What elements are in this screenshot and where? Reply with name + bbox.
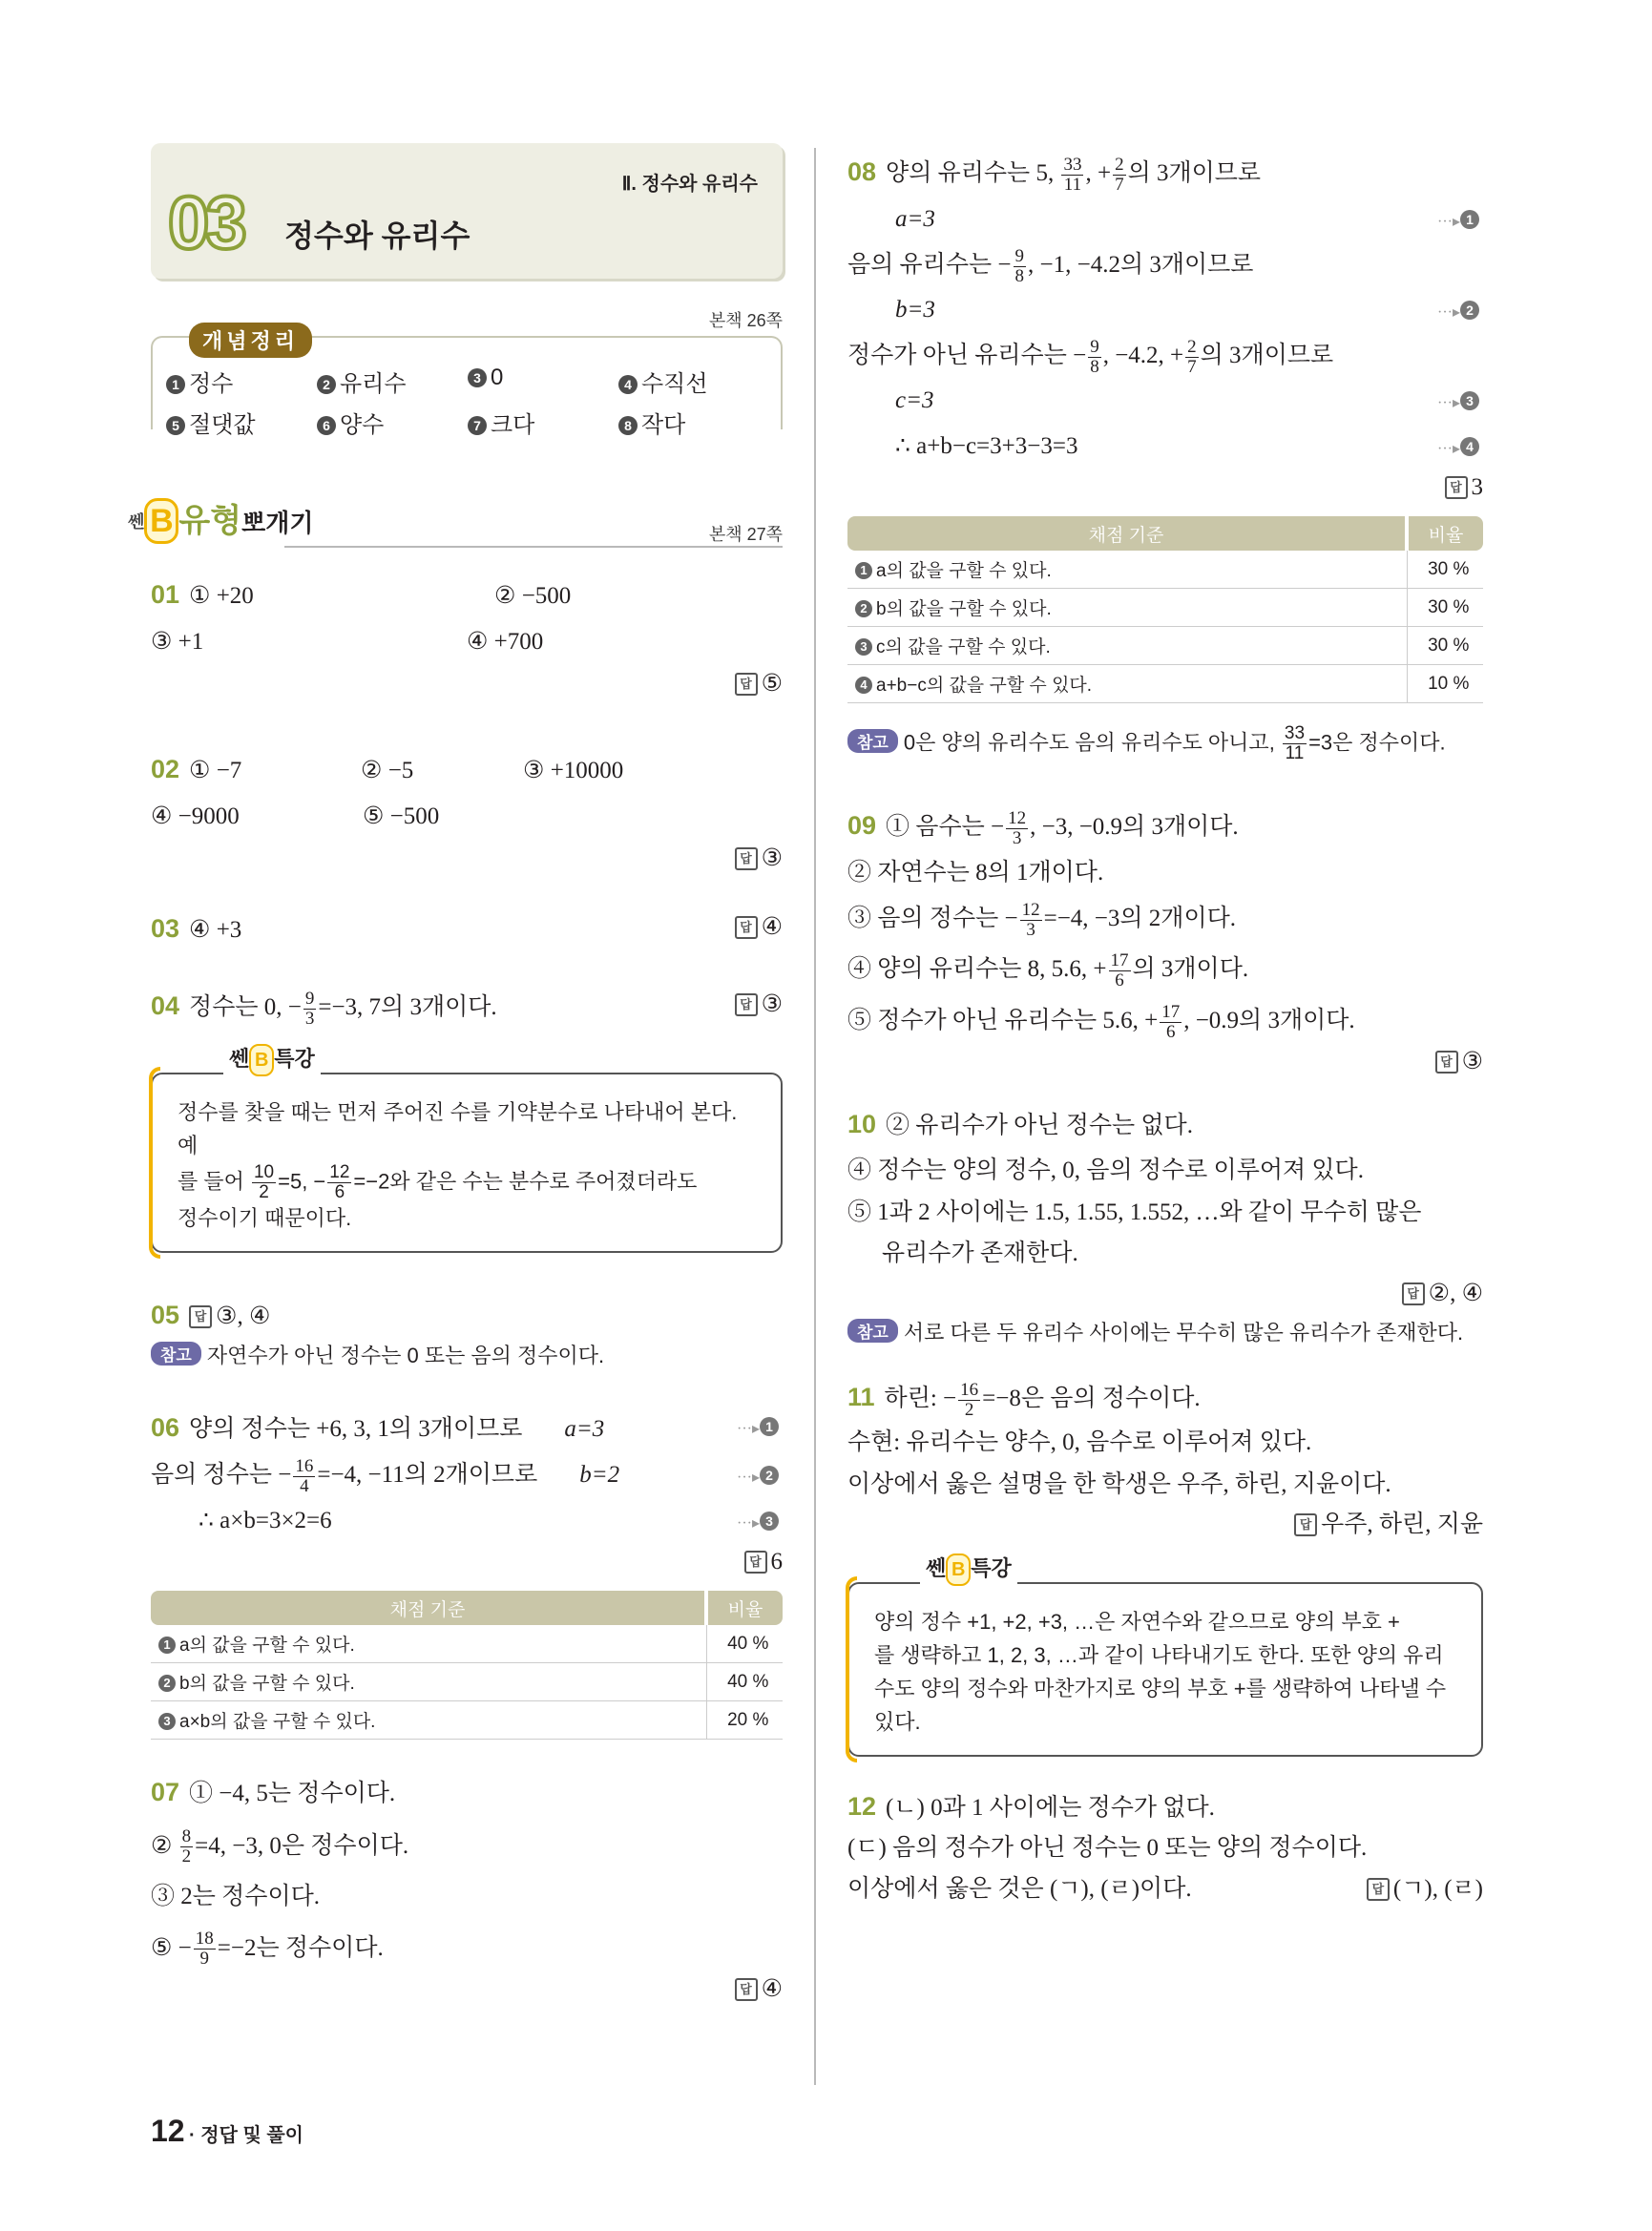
concept-item bbox=[317, 406, 468, 439]
text-span: 답 bbox=[735, 1978, 758, 2001]
text-span: 서로 다른 두 유리수 사이에는 무수히 많은 유리수가 존재한다. bbox=[903, 1321, 1464, 1345]
concept-item bbox=[618, 365, 769, 398]
text-span: 2 bbox=[181, 1846, 192, 1867]
text-span: 정수를 찾을 때는 먼저 주어진 수를 기약분수로 나타내어 본다. 예 bbox=[178, 1100, 738, 1158]
text-span: 11 bbox=[1285, 743, 1305, 764]
text-span: 20 % bbox=[706, 1701, 783, 1740]
number-marker-icon: 3 bbox=[1460, 391, 1479, 410]
text-span: 자연수가 아닌 정수는 0 또는 음의 정수이다. bbox=[206, 1343, 605, 1367]
text-span: ⑤ − bbox=[151, 1934, 192, 1961]
fraction bbox=[180, 1827, 194, 1866]
arrow-icon: ···▸ bbox=[1436, 440, 1460, 457]
answer bbox=[151, 840, 783, 878]
type-section-header bbox=[128, 494, 783, 552]
page-number: 12 bbox=[151, 2114, 185, 2148]
answer bbox=[847, 1506, 1483, 1544]
answer bbox=[847, 1043, 1483, 1081]
text-span: 8 bbox=[181, 1826, 192, 1847]
text-span: 참고 bbox=[847, 729, 898, 753]
number-marker-icon: 1 bbox=[1460, 210, 1479, 229]
text-span: ① −7 bbox=[189, 757, 242, 783]
text-span: 6 bbox=[334, 1181, 345, 1202]
text-span: b의 값을 구할 수 있다. bbox=[179, 1674, 355, 1695]
chapter-title: 정수와 유리수 bbox=[284, 219, 471, 253]
left-column bbox=[128, 143, 783, 2009]
text-span: 답 bbox=[735, 847, 758, 870]
text-span: 6 bbox=[317, 416, 336, 435]
text-span: ③ +10000 bbox=[523, 757, 624, 783]
text-span: 18 bbox=[195, 1929, 214, 1950]
text-span: 답 bbox=[1445, 476, 1468, 499]
text-span: ∴ a+b−c=3+3−3=3 bbox=[895, 432, 1078, 459]
text-span: 특강 bbox=[971, 1555, 1012, 1580]
text-span: 33 bbox=[1063, 154, 1082, 175]
arrow-icon: ···▸ bbox=[736, 1420, 760, 1437]
text-span: 3 bbox=[468, 368, 487, 387]
text-span: ① +20 bbox=[189, 583, 254, 609]
text-span: B bbox=[144, 498, 178, 544]
decoration bbox=[737, 1452, 783, 1498]
text-span: ③, ④ bbox=[216, 1303, 271, 1329]
decoration bbox=[1437, 424, 1483, 469]
text-span: ④ bbox=[761, 913, 783, 940]
text-span: ③ 2는 정수이다. bbox=[151, 1884, 321, 1910]
text-span: 특강 bbox=[274, 1047, 315, 1072]
fraction bbox=[293, 1457, 315, 1496]
text-span: 답 bbox=[744, 1551, 767, 1574]
text-span: 7 bbox=[1115, 174, 1124, 195]
text-span: 작다 bbox=[641, 412, 686, 438]
problem-01 bbox=[151, 571, 783, 703]
fraction bbox=[1061, 156, 1083, 195]
text-span: 30 % bbox=[1407, 551, 1483, 589]
text-span: =−2는 정수이다. bbox=[217, 1934, 384, 1961]
text-span: 의 3개이다. bbox=[1132, 956, 1249, 983]
text-span: 0 bbox=[491, 365, 504, 390]
text-span: 10 bbox=[253, 1161, 275, 1182]
text-span: 쎈 bbox=[926, 1555, 947, 1580]
text-span: 답 bbox=[735, 673, 758, 696]
text-span: 06 bbox=[151, 1412, 180, 1442]
text-span: 2 bbox=[855, 600, 872, 617]
text-span: 정수가 아닌 유리수는 − bbox=[847, 342, 1087, 368]
table-row bbox=[847, 665, 1483, 703]
text-span: 의 3개이므로 bbox=[1127, 160, 1262, 186]
fraction bbox=[1185, 338, 1199, 377]
text-span: 0은 양의 유리수도 음의 유리수도 아니고, bbox=[903, 730, 1281, 755]
text-span: 1 bbox=[158, 1637, 176, 1654]
text-span: ⑤ bbox=[761, 670, 783, 697]
text-span: 2 bbox=[158, 1675, 176, 1692]
grading-table-08 bbox=[847, 516, 1483, 703]
text-span: 3 bbox=[158, 1713, 176, 1730]
problem-10 bbox=[847, 1100, 1483, 1346]
decoration bbox=[1367, 1869, 1483, 1910]
fraction bbox=[327, 1163, 351, 1202]
text-span: 11 bbox=[1063, 174, 1082, 195]
decoration bbox=[735, 982, 783, 1028]
text-span: a의 값을 구할 수 있다. bbox=[179, 1636, 355, 1657]
text-span: 절댓값 bbox=[189, 412, 256, 438]
text-span: 답 bbox=[1294, 1513, 1317, 1536]
text-span: b=3 bbox=[895, 297, 935, 323]
text-span: =−8은 음의 정수이다. bbox=[982, 1386, 1201, 1412]
text-span: ⑤ 정수가 아닌 유리수는 5.6, + bbox=[847, 1007, 1159, 1033]
text-span: ④ bbox=[761, 1976, 783, 2003]
text-span: a의 값을 구할 수 있다. bbox=[876, 561, 1052, 582]
text-span: 수직선 bbox=[641, 371, 708, 397]
number-marker-icon: 1 bbox=[760, 1417, 779, 1436]
text-span: (ㄷ) 음의 정수가 아닌 정수는 0 또는 양의 정수이다. bbox=[847, 1835, 1368, 1862]
text-span: 09 bbox=[847, 811, 877, 841]
text-span: ② −500 bbox=[494, 583, 572, 609]
text-span: 양수 bbox=[340, 412, 385, 438]
table-row bbox=[847, 627, 1483, 665]
problem-02 bbox=[151, 745, 783, 878]
text-span: a×b의 값을 구할 수 있다. bbox=[179, 1712, 376, 1733]
concept-summary bbox=[151, 329, 783, 438]
text-span: 3 bbox=[1471, 474, 1483, 501]
text-span: b=2 bbox=[579, 1462, 620, 1489]
text-span: 유형 bbox=[178, 503, 242, 539]
answer bbox=[151, 1543, 783, 1581]
text-span: 3 bbox=[1026, 919, 1035, 940]
arrow-icon: ···▸ bbox=[736, 1470, 760, 1487]
text-span: 03 bbox=[151, 913, 180, 943]
text-span: 05 bbox=[151, 1300, 180, 1329]
text-span: 답 bbox=[1367, 1878, 1390, 1901]
section-label: Ⅱ. 정수와 유리수 bbox=[621, 174, 758, 195]
text-span: ④ +700 bbox=[467, 629, 544, 656]
text-span: 8 bbox=[618, 416, 638, 435]
tip-heading bbox=[920, 1552, 1017, 1586]
text-span: 4 bbox=[855, 677, 872, 694]
text-span: 정수 bbox=[189, 371, 234, 397]
column-divider bbox=[814, 148, 816, 2085]
text-span: B bbox=[249, 1044, 274, 1076]
text-span: 참고 bbox=[151, 1342, 201, 1366]
text-span: 3 bbox=[1012, 827, 1022, 848]
text-span: 9 bbox=[304, 988, 315, 1009]
text-span: 11 bbox=[847, 1383, 875, 1412]
page-footer: 12 · 정답 및 풀이 bbox=[151, 2114, 303, 2148]
answer bbox=[151, 665, 783, 703]
text-span: =−2와 같은 수는 분수로 주어졌더라도 bbox=[353, 1168, 698, 1193]
text-span: 16 bbox=[295, 1456, 314, 1477]
text-span: 07 bbox=[151, 1778, 180, 1807]
text-span: 9 bbox=[199, 1949, 210, 1970]
text-span: 1 bbox=[166, 375, 185, 394]
fraction bbox=[1006, 809, 1028, 848]
text-span: 양의 유리수는 5, bbox=[886, 160, 1060, 186]
text-span: 01 bbox=[151, 580, 180, 609]
text-span: 수현: 유리수는 양수, 0, 음수로 이루어져 있다. bbox=[847, 1429, 1312, 1456]
text-span: B bbox=[946, 1553, 971, 1586]
text-span: 유리수가 존재한다. bbox=[882, 1241, 1078, 1267]
text-span: ③ +1 bbox=[151, 629, 204, 656]
text-span: 9 bbox=[1090, 336, 1099, 357]
text-span: 12 bbox=[329, 1161, 350, 1182]
text-span: 음의 유리수는 − bbox=[847, 251, 1012, 278]
text-span: c의 값을 구할 수 있다. bbox=[876, 637, 1051, 658]
text-span: 7 bbox=[468, 416, 487, 435]
text-span: 7 bbox=[1187, 356, 1197, 377]
table-row bbox=[151, 1625, 783, 1663]
text-span: 10 bbox=[847, 1110, 877, 1139]
text-span: ① −4, 5는 정수이다. bbox=[189, 1781, 396, 1807]
text-span: a+b−c의 값을 구할 수 있다. bbox=[876, 676, 1093, 697]
concept-ref: 본책 26쪽 bbox=[708, 311, 783, 330]
text-span: 정수는 0, − bbox=[189, 993, 302, 1020]
text-span: 2 bbox=[1115, 154, 1124, 175]
text-span: =4, −3, 0은 정수이다. bbox=[195, 1832, 409, 1859]
text-span: 의 3개이므로 bbox=[1200, 342, 1334, 368]
text-span: ① 음수는 − bbox=[886, 814, 1005, 841]
text-span: 쎈 bbox=[229, 1047, 250, 1072]
problem-11 bbox=[847, 1373, 1483, 1544]
text-span: 답 bbox=[189, 1305, 212, 1328]
text-span: 답 bbox=[1435, 1051, 1458, 1074]
answer bbox=[151, 1970, 783, 2009]
text-span: 하린: − bbox=[884, 1386, 957, 1412]
text-span: 2 bbox=[317, 375, 336, 394]
arrow-icon: ···▸ bbox=[1436, 214, 1460, 231]
table-row bbox=[151, 1701, 783, 1740]
concept-item bbox=[317, 365, 468, 398]
fraction bbox=[1160, 1003, 1181, 1042]
decoration bbox=[1437, 197, 1483, 242]
text-span: 08 bbox=[847, 157, 877, 186]
text-span: ② bbox=[151, 1832, 178, 1859]
text-span: ③ bbox=[1461, 1049, 1483, 1075]
decoration bbox=[149, 1067, 160, 1258]
text-span: 2 bbox=[964, 1399, 974, 1420]
text-span: =3은 정수이다. bbox=[1308, 730, 1446, 755]
text-span: =5, − bbox=[278, 1168, 326, 1193]
text-span: ⑤ 1과 2 사이에는 1.5, 1.55, 1.552, …와 같이 무수히 많은 bbox=[847, 1199, 1422, 1225]
problem-07 bbox=[151, 1768, 783, 2009]
text-span: 답 bbox=[735, 916, 758, 939]
text-span: 수도 양의 정수와 마찬가지로 양의 부호 +를 생략하여 나타낼 수 bbox=[874, 1677, 1447, 1701]
text-span: 답 bbox=[1402, 1282, 1425, 1305]
text-span: 8 bbox=[1014, 265, 1024, 286]
text-span: ③ 음의 정수는 − bbox=[847, 905, 1018, 931]
right-column bbox=[847, 148, 1483, 1909]
text-span: 30 % bbox=[1407, 627, 1483, 665]
text-span: 우주, 하린, 지윤 bbox=[1321, 1511, 1483, 1537]
text-span: 17 bbox=[1110, 950, 1129, 971]
text-span: 30 % bbox=[1407, 589, 1483, 627]
grading-table-06 bbox=[151, 1591, 783, 1740]
text-span: , −4.2, + bbox=[1102, 342, 1184, 368]
tip-heading bbox=[223, 1042, 321, 1076]
fraction bbox=[303, 990, 317, 1029]
problem-04 bbox=[151, 982, 783, 1031]
fraction bbox=[1109, 951, 1131, 990]
tip-box bbox=[847, 1555, 1483, 1757]
text-span: 양의 정수는 +6, 3, 1의 3개이므로 bbox=[189, 1415, 523, 1442]
text-span: 02 bbox=[151, 754, 180, 783]
concept-item bbox=[618, 406, 769, 439]
text-span: 40 % bbox=[706, 1625, 783, 1663]
text-span: ②, ④ bbox=[1428, 1281, 1483, 1307]
text-span: ③ bbox=[761, 990, 783, 1017]
fraction bbox=[1283, 724, 1307, 763]
text-span: ④ 양의 유리수는 8, 5.6, + bbox=[847, 956, 1107, 983]
text-span: c=3 bbox=[895, 387, 934, 414]
fraction bbox=[1020, 901, 1042, 940]
text-span: 비율 bbox=[1407, 516, 1483, 551]
fraction bbox=[958, 1381, 980, 1420]
text-span: 이상에서 옳은 설명을 한 학생은 우주, 하린, 지윤이다. bbox=[847, 1471, 1391, 1498]
number-marker-icon: 4 bbox=[1460, 437, 1479, 456]
problem-09 bbox=[847, 802, 1483, 1081]
table-row bbox=[847, 589, 1483, 627]
text-span: 3 bbox=[855, 638, 872, 656]
text-span: 33 bbox=[1284, 723, 1306, 744]
text-span: 8 bbox=[1090, 356, 1099, 377]
ssen-b-logo bbox=[128, 494, 313, 544]
number-marker-icon: 3 bbox=[760, 1512, 779, 1531]
number-marker-icon: 2 bbox=[1460, 301, 1479, 320]
text-span: , −1, −4.2의 3개이므로 bbox=[1028, 251, 1254, 278]
text-span: =−3, 7의 3개이다. bbox=[318, 993, 497, 1020]
fraction bbox=[252, 1163, 276, 1202]
text-span: 40 % bbox=[706, 1663, 783, 1701]
note-08 bbox=[847, 724, 1483, 763]
chapter-number: 03 bbox=[168, 180, 243, 264]
text-span: 를 생략하고 1, 2, 3, …과 같이 나타내기도 한다. 또한 양의 유리 bbox=[874, 1643, 1444, 1667]
text-span: 16 bbox=[960, 1379, 979, 1400]
text-span: 채점 기준 bbox=[847, 516, 1407, 551]
fraction bbox=[1088, 338, 1101, 377]
answer bbox=[847, 1275, 1483, 1313]
text-span: 이상에서 옳은 것은 (ㄱ), (ㄹ)이다. bbox=[847, 1875, 1192, 1902]
text-span: 1 bbox=[855, 562, 872, 579]
text-span: 있다. bbox=[874, 1710, 921, 1735]
fraction bbox=[194, 1929, 216, 1969]
text-span: ④ +3 bbox=[189, 916, 242, 943]
text-span: 6 bbox=[1115, 970, 1124, 991]
table-row bbox=[151, 1663, 783, 1701]
decoration bbox=[846, 1576, 857, 1762]
text-span: =−4, −3의 2개이다. bbox=[1043, 905, 1237, 931]
table-row bbox=[847, 551, 1483, 589]
text-span: 4 bbox=[300, 1475, 309, 1496]
text-span: , −0.9의 3개이다. bbox=[1183, 1007, 1355, 1033]
text-span: ② 자연수는 8의 1개이다. bbox=[847, 860, 1104, 886]
arrow-icon: ···▸ bbox=[1436, 304, 1460, 322]
type-ref: 본책 27쪽 bbox=[708, 525, 783, 544]
text-span: 9 bbox=[1014, 245, 1024, 266]
text-span: 채점 기준 bbox=[151, 1591, 706, 1625]
text-span: =−4, −11의 2개이므로 bbox=[317, 1462, 538, 1489]
text-span: 10 % bbox=[1407, 665, 1483, 703]
text-span: 2 bbox=[259, 1181, 269, 1202]
text-span: , −3, −0.9의 3개이다. bbox=[1030, 814, 1239, 841]
problem-03 bbox=[151, 905, 783, 953]
text-span: 양의 정수 +1, +2, +3, …은 자연수와 같으므로 양의 부호 + bbox=[874, 1609, 1400, 1634]
concept-item bbox=[166, 365, 317, 398]
number-marker-icon: 2 bbox=[760, 1466, 779, 1485]
header-rule bbox=[284, 546, 783, 548]
text-span: 04 bbox=[151, 990, 180, 1020]
text-span: (ㄱ), (ㄹ) bbox=[1392, 1875, 1483, 1902]
concept-item bbox=[468, 406, 618, 439]
text-span: 답 bbox=[735, 993, 758, 1016]
text-span: ④ 정수는 양의 정수, 0, 음의 정수로 이루어져 있다. bbox=[847, 1157, 1364, 1183]
problem-05 bbox=[151, 1291, 783, 1369]
text-span: ③ bbox=[761, 844, 783, 871]
concept-item bbox=[468, 365, 618, 398]
text-span: 5 bbox=[166, 416, 185, 435]
text-span: 를 들어 bbox=[178, 1168, 250, 1193]
footer-text: 정답 및 풀이 bbox=[200, 2125, 303, 2146]
text-span: 12 bbox=[847, 1791, 877, 1821]
text-span: (ㄴ) 0과 1 사이에는 정수가 없다. bbox=[886, 1794, 1215, 1821]
text-span: 크다 bbox=[491, 412, 535, 438]
text-span: ② 유리수가 아닌 정수는 없다. bbox=[886, 1113, 1193, 1139]
text-span: 12 bbox=[1008, 808, 1027, 828]
text-span: ② −5 bbox=[361, 757, 414, 783]
problem-06 bbox=[151, 1404, 783, 1581]
text-span: ⑤ −500 bbox=[363, 803, 440, 830]
problem-08 bbox=[847, 148, 1483, 507]
concept-badge: 개념정리 bbox=[189, 323, 312, 358]
concept-item bbox=[166, 406, 317, 439]
fraction bbox=[1014, 247, 1027, 286]
text-span: a=3 bbox=[564, 1415, 605, 1442]
decoration bbox=[1437, 287, 1483, 333]
fraction bbox=[1113, 156, 1126, 195]
problem-12 bbox=[847, 1785, 1483, 1910]
text-span: 12 bbox=[1021, 899, 1040, 920]
decoration bbox=[735, 905, 783, 950]
arrow-icon: ···▸ bbox=[1436, 395, 1460, 412]
tip-box bbox=[151, 1047, 783, 1252]
text-span: ④ −9000 bbox=[151, 803, 240, 830]
text-span: 6 bbox=[770, 1549, 783, 1575]
text-span: 2 bbox=[1187, 336, 1197, 357]
arrow-icon: ···▸ bbox=[736, 1514, 760, 1532]
text-span: 4 bbox=[618, 375, 638, 394]
decoration bbox=[737, 1404, 783, 1449]
text-span: 3 bbox=[304, 1008, 315, 1029]
concept-grid bbox=[166, 365, 777, 439]
text-span: 음의 정수는 − bbox=[151, 1462, 292, 1489]
text-span: 6 bbox=[1165, 1021, 1176, 1042]
text-span: 참고 bbox=[847, 1319, 898, 1343]
decoration bbox=[737, 1498, 783, 1544]
text-span: 쎈 bbox=[128, 512, 145, 532]
text-span: 비율 bbox=[706, 1591, 783, 1625]
text-span: a=3 bbox=[895, 206, 935, 233]
text-span: 뽀개기 bbox=[241, 509, 314, 537]
answer bbox=[847, 469, 1483, 507]
chapter-header bbox=[151, 143, 783, 279]
decoration bbox=[1437, 378, 1483, 424]
text-span: , + bbox=[1085, 160, 1112, 186]
text-span: b의 값을 구할 수 있다. bbox=[876, 599, 1052, 620]
text-span: 정수이기 때문이다. bbox=[178, 1206, 352, 1231]
text-span: 유리수 bbox=[340, 371, 407, 397]
text-span: 17 bbox=[1161, 1001, 1181, 1022]
text-span: ∴ a×b=3×2=6 bbox=[199, 1507, 332, 1533]
